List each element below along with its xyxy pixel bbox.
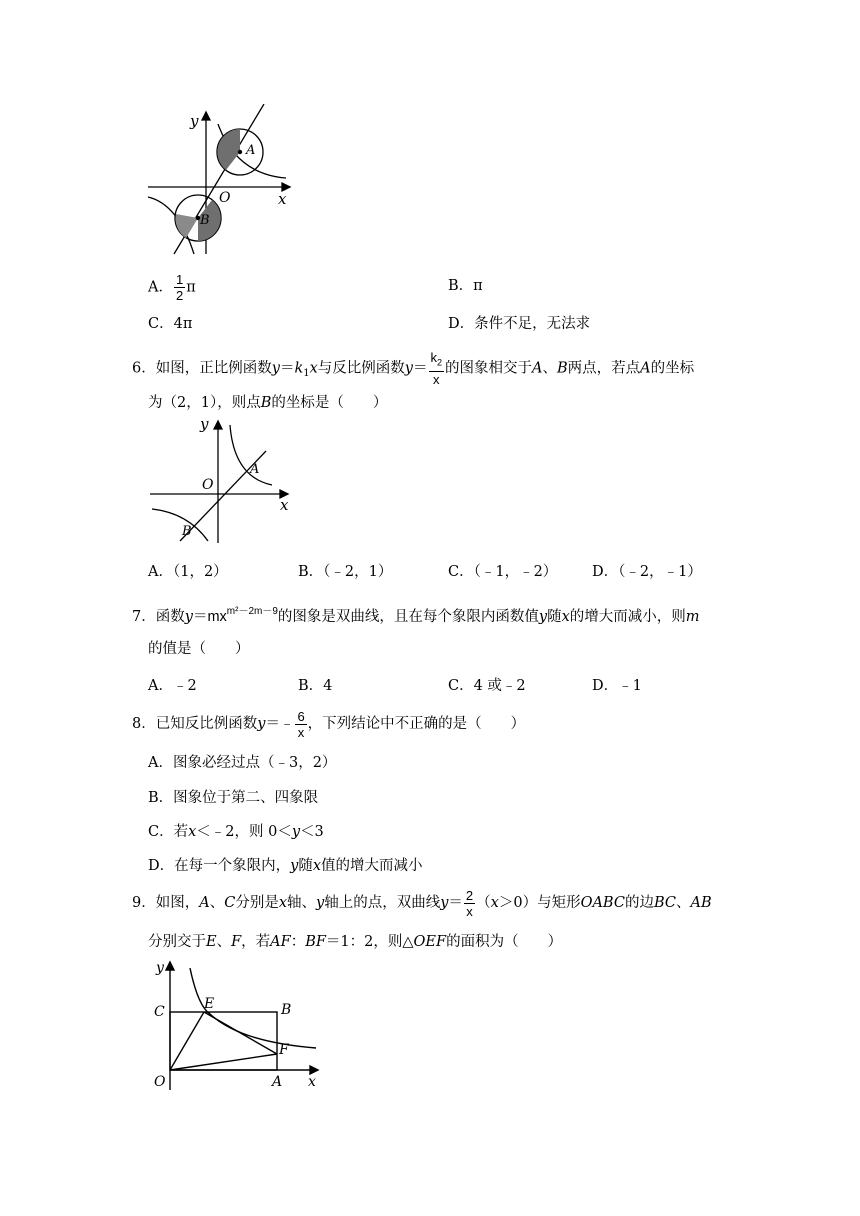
q6-option-c[interactable]: C．（﹣1，﹣2）	[448, 564, 558, 580]
q9-stem-line1: 9．如图，A、C分别是x轴、y轴上的点，双曲线y＝ $\frac{2}{x}$ （x＞0）与矩形OABC的边BC、AB	[132, 887, 712, 919]
q5-fig-label-b: B	[200, 213, 210, 228]
q9-fig-label-o: O	[154, 1074, 166, 1090]
q7-option-d[interactable]: D．﹣1	[592, 678, 642, 694]
q7-stem-line2: 的值是（ ）	[148, 641, 250, 657]
q5-fig-label-y: y	[190, 112, 199, 130]
q5-option-a[interactable]: A． $\frac{1}{2}$ π	[148, 272, 196, 303]
q9-fig-label-f: F	[279, 1042, 289, 1058]
q8-option-c[interactable]: C．若x＜﹣2，则 0＜y＜3	[148, 824, 324, 840]
q9-fig-label-a: A	[272, 1074, 283, 1090]
q5-fig-label-a: A	[246, 143, 256, 158]
q7-stem-line1: 7．函数$y=mx^{m^2-2m-9}$的图象是双曲线，且在每个象限内函数值y随x的增大而减小，则m	[132, 606, 700, 625]
q6-fig-label-y: y	[200, 415, 209, 433]
q9-figure	[148, 958, 328, 1094]
q9-fig-label-e: E	[204, 996, 215, 1012]
q8-stem: 8．已知反比例函数y＝﹣ $\frac{6}{x}$ ，下列结论中不正确的是（ ）	[132, 708, 526, 740]
q6-fig-label-x: x	[280, 496, 289, 514]
q8-option-a[interactable]: A．图象必经过点（﹣3，2）	[148, 755, 337, 771]
q6-figure	[148, 415, 294, 545]
q5-option-d[interactable]: D．条件不足，无法求	[448, 316, 591, 332]
q7-option-a[interactable]: A．﹣2	[148, 678, 197, 694]
q9-stem-line2: 分别交于E、F，若AF：BF＝1：2，则△OEF的面积为（ ）	[148, 934, 563, 950]
q8-option-d[interactable]: D．在每一个象限内，y随x值的增大而减小	[148, 858, 423, 874]
q5-fig-label-o: O	[219, 190, 231, 206]
q5-figure	[146, 104, 296, 256]
q6-option-a[interactable]: A．（1，2）	[148, 564, 228, 580]
q9-fig-label-c: C	[154, 1004, 165, 1020]
q5-option-b[interactable]: B．π	[448, 278, 483, 294]
q7-option-c[interactable]: C．4 或﹣2	[448, 678, 526, 694]
q8-option-b[interactable]: B．图象位于第二、四象限	[148, 790, 319, 806]
q6-stem-line1: 6．如图，正比例函数$y=k_1x$与反比例函数y＝ $\frac{k_2}{x}$ 的图象相交于A、B两点，若点A的坐标	[132, 350, 695, 387]
q5-fig-label-x: x	[278, 190, 287, 208]
q9-fig-label-x: x	[308, 1074, 316, 1090]
q9-fig-label-y: y	[156, 960, 164, 976]
q6-fig-label-a: A	[250, 462, 260, 477]
q7-option-b[interactable]: B．4	[298, 678, 333, 694]
q6-option-d[interactable]: D．（﹣2，﹣1）	[592, 564, 702, 580]
q6-fig-label-o: O	[202, 477, 214, 493]
q6-option-b[interactable]: B．（﹣2，1）	[298, 564, 393, 580]
q5-option-c[interactable]: C．4π	[148, 316, 193, 332]
q6-stem-line2: 为（2，1），则点B的坐标是（ ）	[148, 395, 388, 411]
q9-fig-label-b: B	[281, 1002, 292, 1018]
q6-fig-label-b: B	[182, 524, 192, 539]
